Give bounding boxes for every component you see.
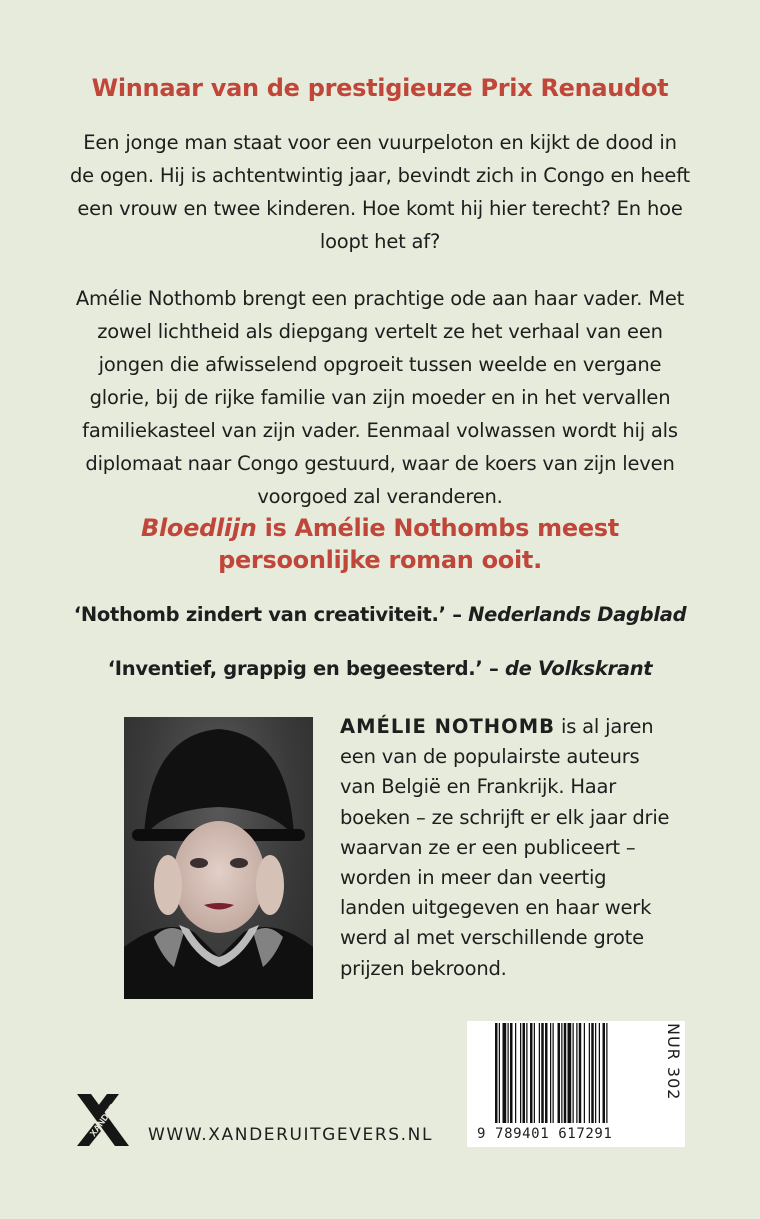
review-quote-1 (0, 603, 760, 626)
author-bio (340, 712, 670, 984)
blurb-paragraph-2: Amélie Nothomb brengt een prachtige ode aan haar vader. Met zowel lichtheid als diepgang vertelt ze het verhaal van een jongen die afwisselend opgroeit tussen weelde en vergane glorie, bij de rijke familie van zijn moeder en in het vervallen familiekasteel van zijn vader. Eenmaal volwassen wordt hij als diplomaat naar Congo gestuurd, waar de koers van zijn leven voorgoed zal veranderen. (75, 287, 685, 508)
blurb-paragraph-1: Een jonge man staat voor een vuurpeloton en kijkt de dood in de ogen. Hij is achtentwintig jaar, bevindt zich in Congo en heeft een vrouw en twee kinderen. Hoe komt hij hier terecht? En hoe loopt het af? (70, 131, 690, 253)
publisher-logo (73, 1090, 133, 1150)
tagline-text: is Amélie Nothombs meest persoonlijke roman ooit. (218, 514, 619, 574)
review-quote-2 (0, 657, 760, 680)
logo-text: XANDER (87, 1101, 119, 1139)
nur-code: NUR 302 (664, 1023, 683, 1101)
book-title: Bloedlijn (141, 514, 257, 542)
publisher-website: WWW.XANDERUITGEVERS.NL (148, 1125, 434, 1145)
author-photo (124, 717, 313, 999)
barcode (495, 1023, 645, 1123)
quote-text: ‘Inventief, grappig en begeesterd.’ – (107, 657, 505, 680)
barcode-panel (467, 1021, 685, 1147)
isbn-number: 9 789401 617291 (477, 1126, 613, 1142)
quote-source: de Volkskrant (504, 657, 653, 680)
author-name: AMÉLIE NOTHOMB (340, 715, 555, 738)
quote-source: Nederlands Dagblad (468, 603, 687, 626)
tagline (60, 512, 700, 576)
headline: Winnaar van de prestigieuze Prix Renaudot (91, 74, 669, 102)
bio-text: is al jaren een van de populairste auteurs van België en Frankrijk. Haar boeken – ze schrijft er elk jaar drie waarvan ze er een publiceert – worden in meer dan veertig landen uitgegeven en haar werk werd al met verschillende grote prijzen bekroond. (340, 715, 670, 980)
quote-text: ‘Nothomb zindert van creativiteit.’ – (73, 603, 469, 626)
